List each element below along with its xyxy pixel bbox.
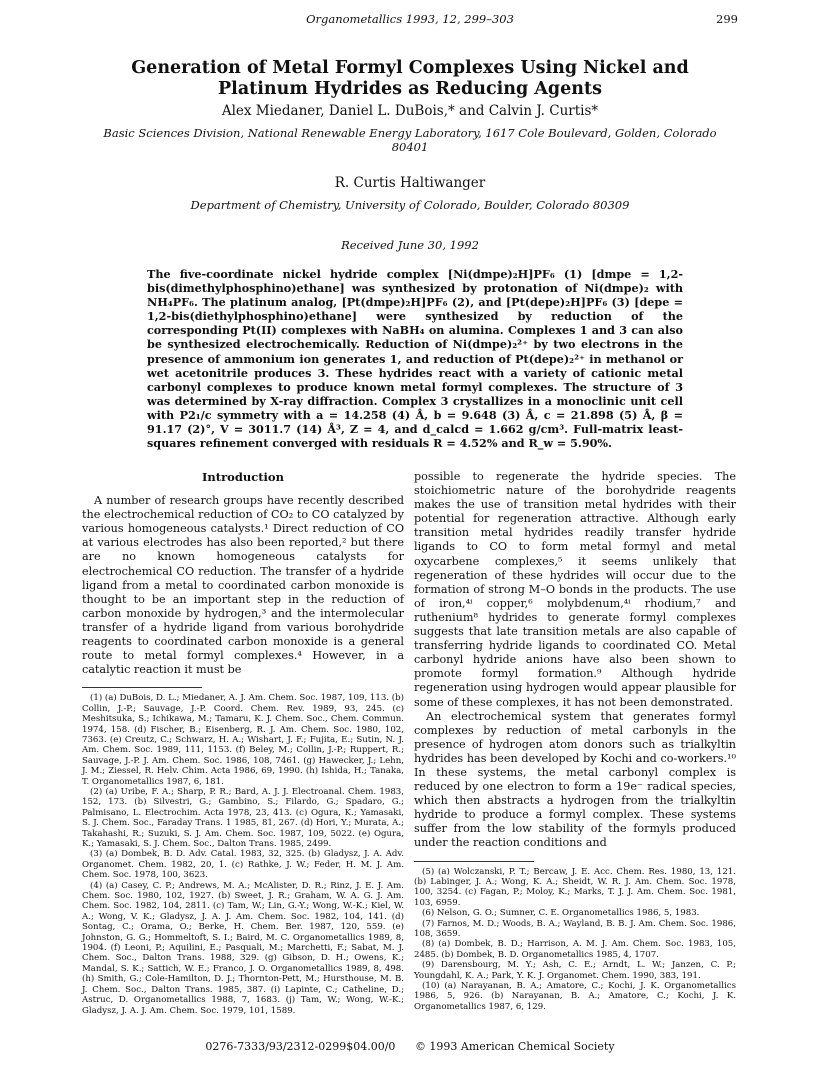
footnote: (9) Darensbourg, M. Y.; Ash, C. E.; Arndt, L. W.; Janzen, C. P.; Youngdahl, K. A.; Park, Y. K. J. Organomet. Chem. 1990, 383, 191. [414, 960, 736, 981]
article-title: Generation of Metal Formyl Complexes Using Nickel and Platinum Hydrides as Reducing Agents [131, 58, 689, 99]
footnote: (10) (a) Narayanan, B. A.; Amatore, C.; Kochi, J. K. Organometallics 1986, 5, 926. (b) Narayanan, B. A.; Amatore, C.; Kochi, J. K. Organometallics 1987, 6, 129. [414, 981, 736, 1012]
footnote-list [414, 867, 736, 1013]
affiliation-1: Basic Sciences Division, National Renewable Energy Laboratory, 1617 Cole Boulevard, Golden, Colorado 80401 [103, 126, 717, 154]
author-list: Alex Miedaner, Daniel L. DuBois,* and Calvin J. Curtis* [221, 103, 599, 119]
footnote: (1) (a) DuBois, D. L.; Miedaner, A. J. Am. Chem. Soc. 1987, 109, 113. (b) Collin, J.-P.; Sauvage, J.-P. Coord. Chem. Rev. 1989, 93, 245. (c) Meshitsuka, S.; Ichikawa, M.; Tamaru, K. J. Chem. Soc., Chem. Commun. 1974, 158. (d) Fischer, B.; Eisenberg, R. J. Am. Chem. Soc. 1980, 102, 7363. (e) Creutz, C.; Schwarz, H. A.; Wishart, J. F.; Fujita, E.; Sutin, N. J. Am. Chem. Soc. 1989, 111, 1153. (f) Beley, M.; Collin, J.-P.; Ruppert, R.; Sauvage, J.-P. J. Am. Chem. Soc. 1986, 108, 7461. (g) Hawecker, J.; Lehn, J. M.; Ziessel, R. Helv. Chim. Acta 1986, 69, 1990. (h) Ishida, H.; Tanaka, T. Organometallics 1987, 6, 181. [82, 693, 404, 787]
footnote: (5) (a) Wolczanski, P. T.; Bercaw, J. E. Acc. Chem. Res. 1980, 13, 121. (b) Labinger, J. A.; Wong, K. A.; Sheidt, W. R. J. Am. Chem. Soc. 1978, 100, 3254. (c) Fagan, P.; Moloy, K.; Marks, T. J. J. Am. Chem. Soc. 1981, 103, 6959. [414, 866, 736, 908]
author-2: R. Curtis Haltiwanger [334, 175, 486, 191]
received-date: Received June 30, 1992 [341, 238, 479, 252]
left-column [82, 470, 404, 1016]
footnote-list [82, 693, 404, 1016]
footnote: (6) Nelson, G. O.; Sumner, C. E. Organometallics 1986, 5, 1983. [422, 908, 700, 919]
body-paragraph: possible to regenerate the hydride species. The stoichiometric nature of the borohydride reagents makes the use of transition metal hydrides with their potential for regeneration attractive. Although early transition metal hydrides readily transfer hydride ligands to CO to form metal formyl and metal oxycarbene complexes,⁵ it seems unlikely that regeneration of these hydrides will occur due to the formation of strong M–O bonds in the products. The use of iron,⁴ⁱ copper,⁶ molybdenum,⁴ⁱ rhodium,⁷ and ruthenium⁸ hydrides to generate formyl complexes suggests that late transition metals are also capable of transferring hydride ligands to coordinated CO. Metal carbonyl hydride anions have also been shown to promote formyl formation.⁹ Although hydride regeneration using hydrogen would appear plausible for some of these complexes, it has not been demonstrated. [414, 470, 736, 709]
right-column [414, 470, 736, 1012]
body-paragraph: An electrochemical system that generates formyl complexes by reduction of metal carbonyls in the presence of hydrogen atom donors such as trialkyltin hydrides has been developed by Kochi and co-workers.¹⁰ In these systems, the metal carbonyl complex is reduced by one electron to form a 19e⁻ radical species, which then abstracts a hydrogen from the trialkyltin hydride to produce a formyl complex. These systems suffer from the low stability of the formyls produced under the reaction conditions and [414, 709, 736, 850]
footnote: (8) (a) Dombek, B. D.; Harrison, A. M. J. Am. Chem. Soc. 1983, 105, 2485. (b) Dombek, B. D. Organometallics 1985, 4, 1707. [414, 939, 736, 960]
running-head [82, 12, 738, 28]
copyright-notice: © 1993 American Chemical Society [414, 1040, 615, 1053]
body-paragraph: A number of research groups have recently described the electrochemical reduction of CO₂ to CO catalyzed by various homogeneous catalysts.¹ Direct reduction of CO at various electrodes has also been reported,² but there are no known homogeneous catalysts for electrochemical CO reduction. The transfer of a hydride ligand from a metal to coordinated carbon monoxide is thought to be an important step in the reduction of carbon monoxide by hydrogen,³ and the intermolecular transfer of a hydride ligand from various borohydride reagents to coordinated carbon monoxide is a general route to metal formyl complexes.⁴ However, in a catalytic reaction it must be [82, 494, 404, 677]
abstract: The five-coordinate nickel hydride complex [Ni(dmpe)₂H]PF₆ (1) [dmpe = 1,2-bis(dimethylphosphino)ethane] was synthesized by protonation of Ni(dmpe)₂ with NH₄PF₆. The platinum analog, [Pt(dmpe)₂H]PF₆ (2), and [Pt(depe)₂H]PF₆ (3) [depe = 1,2-bis(diethylphosphino)ethane] were synthesized by reduction of the corresponding Pt(II) complexes with NaBH₄ on alumina. Complexes 1 and 3 can also be synthesized electrochemically. Reduction of Ni(dmpe)₂²⁺ by two electrons in the presence of ammonium ion generates 1, and reduction of Pt(depe)₂²⁺ in methanol or wet acetonitrile produces 3. These hydrides react with a variety of cationic metal carbonyl complexes to produce known metal formyl complexes. The structure of 3 was determined by X-ray diffraction. Complex 3 crystallizes in a monoclinic unit cell with P2₁/c symmetry with a = 14.258 (4) Å, b = 9.648 (3) Å, c = 21.898 (5) Å, β = 91.17 (2)°, V = 3011.7 (14) Å³, Z = 4, and d_calcd = 1.662 g/cm³. Full-matrix least-squares refinement converged with residuals R = 4.52% and R_w = 5.90%. [147, 267, 683, 451]
footnote: (2) (a) Uribe, F. A.; Sharp, P. R.; Bard, A. J. J. Electroanal. Chem. 1983, 152, 173. (b) Silvestri, G.; Gambino, S.; Filardo, G.; Spadaro, G.; Palmisano, L. Electrochim. Acta 1978, 23, 413. (c) Ogura, K.; Yamasaki, S. J. Chem. Soc., Faraday Trans. 1 1985, 81, 267. (d) Hori, Y.; Murata, A.; Takahashi, R.; Suzuki, S. J. Am. Chem. Soc. 1987, 109, 5022. (e) Ogura, K.; Yamasaki, S. J. Chem. Soc., Dalton Trans. 1985, 2499. [82, 786, 404, 849]
page-number: 299 [716, 12, 738, 26]
footnote-rule [82, 687, 202, 688]
affiliation-2: Department of Chemistry, University of Colorado, Boulder, Colorado 80309 [190, 198, 630, 212]
footnote: (4) (a) Casey, C. P.; Andrews, M. A.; McAlister, D. R.; Rinz, J. E. J. Am. Chem. Soc. 1980, 102, 1927. (b) Sweet, J. R.; Graham, W. A. G. J. Am. Chem. Soc. 1982, 104, 2811. (c) Tam, W.; Lin, G.-Y.; Wong, W.-K.; Kiel, W. A.; Wong, V. K.; Gladysz, J. A. J. Am. Chem. Soc. 1982, 104, 141. (d) Sontag, C.; Orama, O.; Berke, H. Chem. Ber. 1987, 120, 559. (e) Johnston, G. G.; Hommeltoft, S. I.; Baird, M. C. Organometallics 1989, 8, 1904. (f) Leoni, P.; Aquilini, E.; Pasquali, M.; Marchetti, F.; Sabat, M. J. Chem. Soc., Dalton Trans. 1988, 329. (g) Gibson, D. H.; Owens, K.; Mandal, S. K.; Sattich, W. E.; Franco, J. O. Organometallics 1989, 8, 498. (h) Smith, G.; Cole-Hamilton, D. J.; Thornton-Pett, M.; Hursthouse, M. B. J. Chem. Soc., Dalton Trans. 1985, 387. (i) Lapinte, C.; Catheline, D.; Astruc, D. Organometallics 1988, 7, 1683. (j) Tam, W.; Wong, W.-K.; Gladysz, J. A. J. Am. Chem. Soc. 1979, 101, 1589. [82, 880, 404, 1016]
footnote: (3) (a) Dombek, B. D. Adv. Catal. 1983, 32, 325. (b) Gladysz, J. A. Adv. Organomet. Chem. 1982, 20, 1. (c) Rathke, J. W.; Feder, H. M. J. Am. Chem. Soc. 1978, 100, 3623. [82, 849, 404, 881]
journal-citation: Organometallics 1993, 12, 299–303 [306, 12, 514, 26]
article-code: 0276-7333/93/2312-0299$04.00/0 [205, 1040, 396, 1053]
footnote-rule [414, 861, 534, 862]
footnote: (7) Farnos, M. D.; Woods, B. A.; Wayland, B. B. J. Am. Chem. Soc. 1986, 108, 3659. [414, 918, 736, 939]
section-heading-introduction: Introduction [202, 470, 284, 484]
page-footer [82, 1040, 738, 1053]
